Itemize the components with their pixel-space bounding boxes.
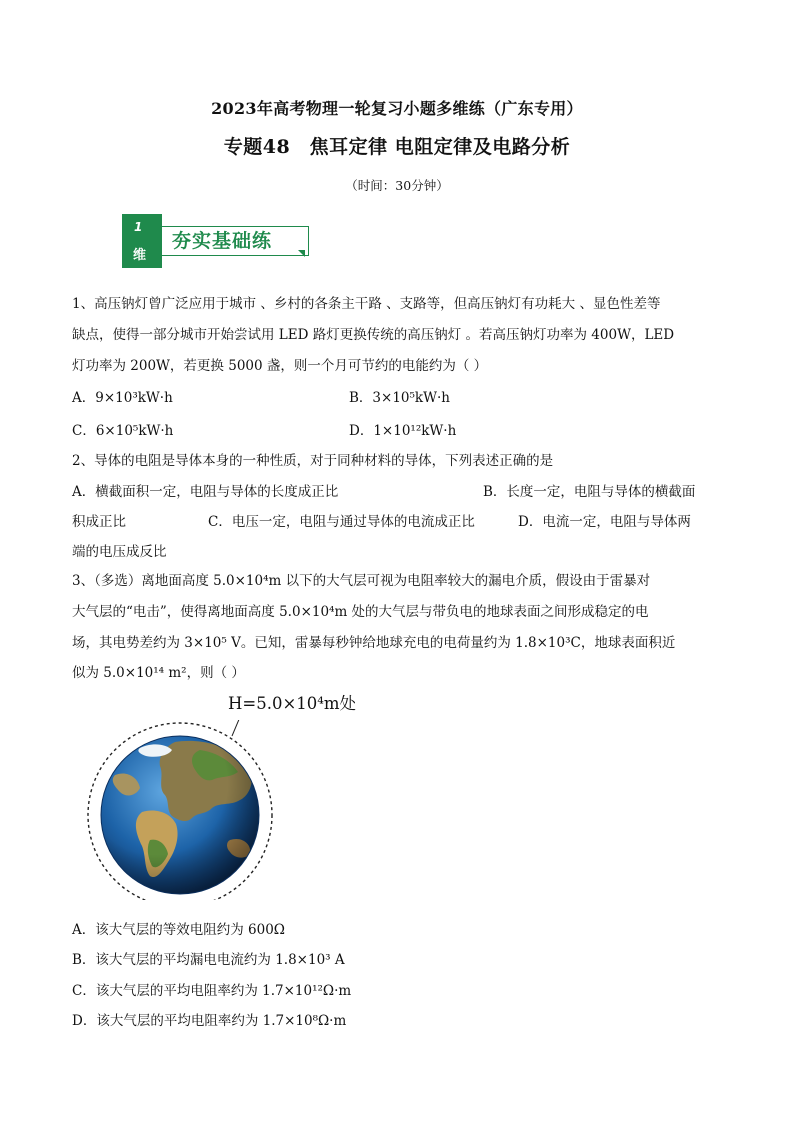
- q2-option-c: C．电压一定，电阻与通过导体的电流成正比: [208, 514, 475, 530]
- q1-option-a: A．9×10³kW·h: [72, 390, 173, 406]
- badge-number: 1: [134, 220, 143, 234]
- q3-option-a: A．该大气层的等效电阻约为 600Ω: [72, 922, 286, 938]
- earth-figure: [80, 720, 280, 900]
- badge-corner-icon: [298, 250, 305, 257]
- q1-stem-line-2: 缺点，使得一部分城市开始尝试用 LED 路灯更换传统的高压钠灯 。若高压钠灯功率为 400W，LED: [72, 327, 675, 343]
- q3-stem-line-1: 3、（多选）离地面高度 5.0×10⁴m 以下的大气层可视为电阻率较大的漏电介质，假设由于雷暴对: [72, 573, 651, 589]
- topic-title: 专题48 焦耳定律 电阻定律及电路分析: [223, 136, 571, 158]
- figure-label: H=5.0×10⁴m处: [228, 694, 357, 713]
- q2-option-a: A．横截面积一定，电阻与导体的长度成正比: [72, 484, 339, 500]
- q3-stem-line-3: 场，其电势差约为 3×10⁵ V。已知，雷暴每秒钟给地球充电的电荷量约为 1.8×10³C，地球表面积近: [72, 635, 676, 651]
- q2-option-d-cont: 端的电压成反比: [72, 544, 167, 560]
- q2-stem: 2、导体的电阻是导体本身的一种性质，对于同种材料的导体，下列表述正确的是: [72, 453, 554, 469]
- section-badge: [122, 214, 322, 268]
- q3-stem-line-4: 似为 5.0×10¹⁴ m²，则（ ）: [72, 665, 245, 681]
- q2-option-b-cont: 积成正比: [72, 514, 126, 530]
- q3-option-d: D．该大气层的平均电阻率约为 1.7×10⁸Ω·m: [72, 1013, 347, 1029]
- q3-option-c: C．该大气层的平均电阻率约为 1.7×10¹²Ω·m: [72, 983, 352, 999]
- q2-option-d: D．电流一定，电阻与导体两: [518, 514, 691, 530]
- q1-option-d: D．1×10¹²kW·h: [349, 423, 457, 439]
- badge-number-block: [122, 214, 162, 268]
- q1-stem-line-3: 灯功率为 200W，若更换 5000 盏，则一个月可节约的电能约为（ ）: [72, 358, 488, 374]
- q1-option-c: C．6×10⁵kW·h: [72, 423, 174, 439]
- time-limit: （时间：30分钟）: [345, 178, 449, 193]
- earth-globe-icon: [80, 720, 280, 900]
- q1-stem-line-1: 1、高压钠灯曾广泛应用于城市 、乡村的各条主干路 、支路等，但高压钠灯有功耗大 、显色性差等: [72, 296, 661, 312]
- q1-option-b: B．3×10⁵kW·h: [349, 390, 450, 406]
- document-title: 2023年高考物理一轮复习小题多维练（广东专用）: [211, 99, 583, 118]
- badge-label: 夯实基础练: [172, 230, 273, 252]
- q2-option-b: B．长度一定，电阻与导体的横截面: [483, 484, 696, 500]
- q3-stem-line-2: 大气层的“电击”，使得离地面高度 5.0×10⁴m 处的大气层与带负电的地球表面之间形成稳定的电: [72, 604, 649, 620]
- q3-option-b: B．该大气层的平均漏电电流约为 1.8×10³ A: [72, 952, 345, 968]
- badge-dimension: 维: [133, 248, 147, 263]
